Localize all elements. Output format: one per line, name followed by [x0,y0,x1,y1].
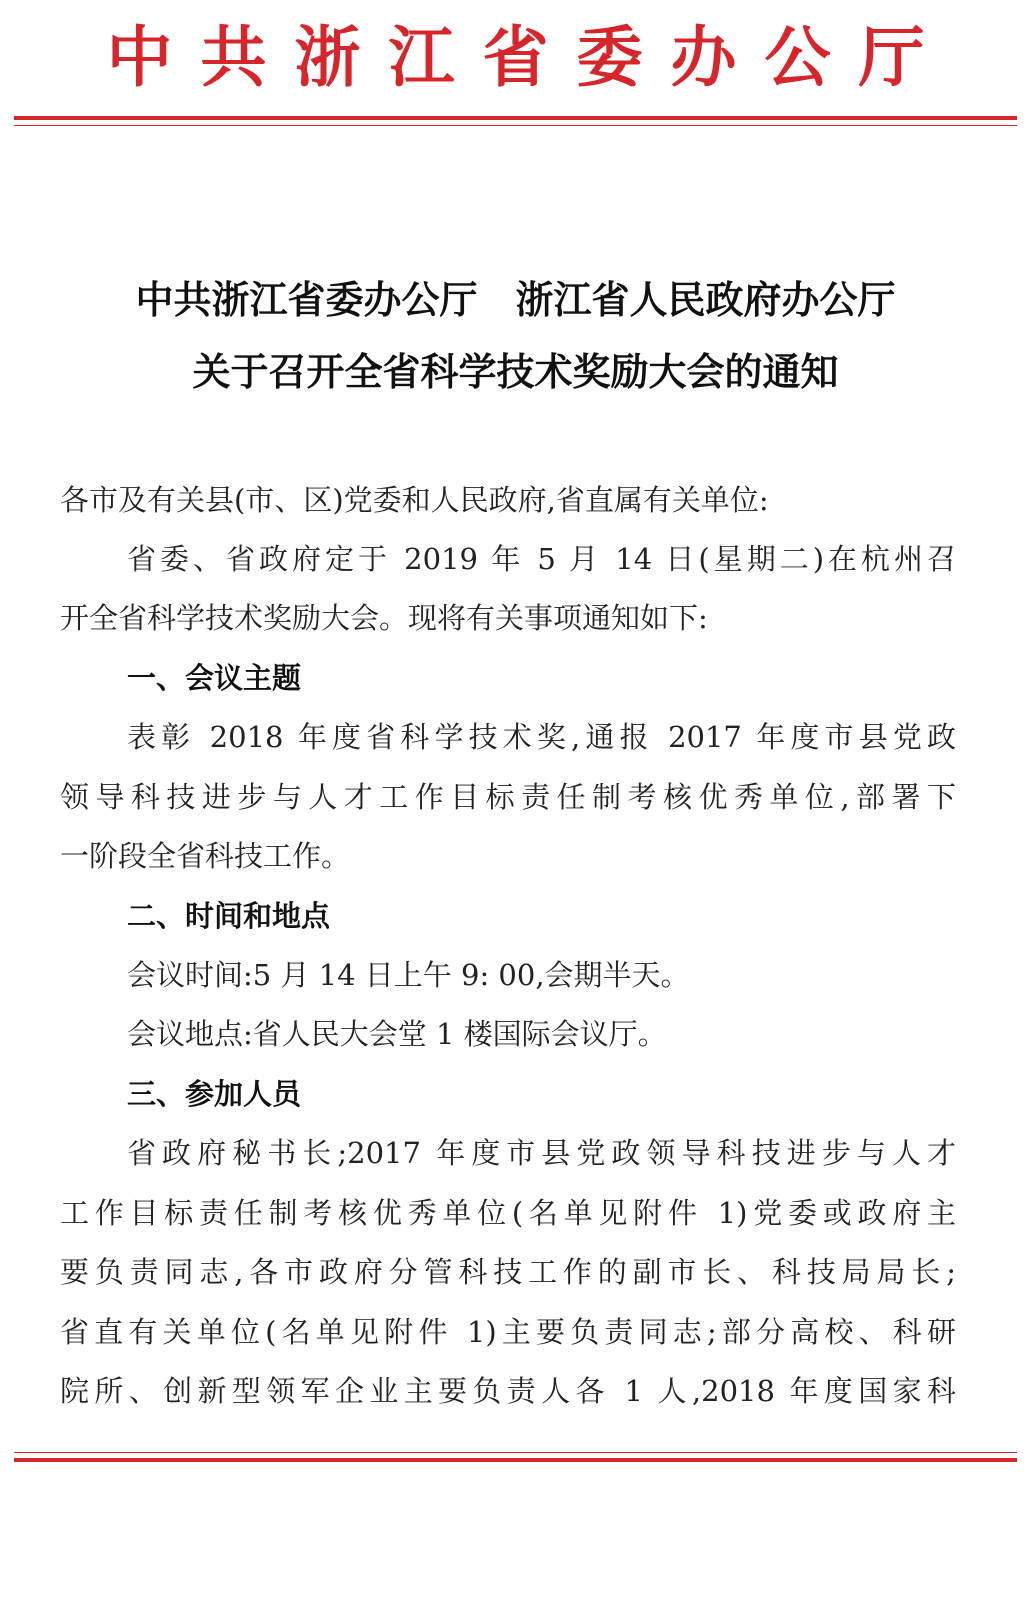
section-3-line-1: 省政府秘书长;2017 年度市县党政领导科技进步与人才 [127,1136,956,1170]
section-1-heading: 一、会议主题 [127,661,302,695]
section-1-line-1: 表彰 2018 年度省科学技术奖,通报 2017 年度市县党政 [127,720,956,754]
meeting-time: 会议时间:5 月 14 日上午 9: 00,会期半天。 [127,958,690,992]
section-3-line-2: 工作目标责任制考核优秀单位(名单见附件 1)党委或政府主 [60,1196,956,1230]
masthead-rule-thick [14,116,1017,120]
masthead-rule-thin [14,125,1017,126]
document-title-line-2: 关于召开全省科学技术奖励大会的通知 [192,350,839,394]
salutation: 各市及有关县(市、区)党委和人民政府,省直属有关单位: [60,483,769,517]
section-1-line-2: 领导科技进步与人才工作目标责任制考核优秀单位,部署下 [60,780,956,814]
section-3-line-3: 要负责同志,各市政府分管科技工作的副市长、科技局局长; [60,1255,956,1289]
intro-line-1: 省委、省政府定于 2019 年 5 月 14 日(星期二)在杭州召 [127,542,956,576]
section-3-line-4: 省直有关单位(名单见附件 1)主要负责同志;部分高校、科研 [60,1315,956,1349]
section-2-heading: 二、时间和地点 [127,899,331,933]
meeting-place: 会议地点:省人民大会堂 1 楼国际会议厅。 [127,1017,667,1051]
intro-line-2: 开全省科学技术奖励大会。现将有关事项通知如下: [60,601,708,635]
section-3-heading: 三、参加人员 [127,1077,302,1111]
section-1-line-3: 一阶段全省科技工作。 [60,839,351,873]
document-title-line-1: 中共浙江省委办公厅 浙江省人民政府办公厅 [135,278,896,322]
footer-rule-thick [14,1458,1017,1462]
footer-rule-thin [14,1452,1017,1453]
masthead-title: 中共浙江省委办公厅 [106,19,953,96]
section-3-line-5: 院所、创新型领军企业主要负责人各 1 人,2018 年度国家科 [60,1374,956,1408]
